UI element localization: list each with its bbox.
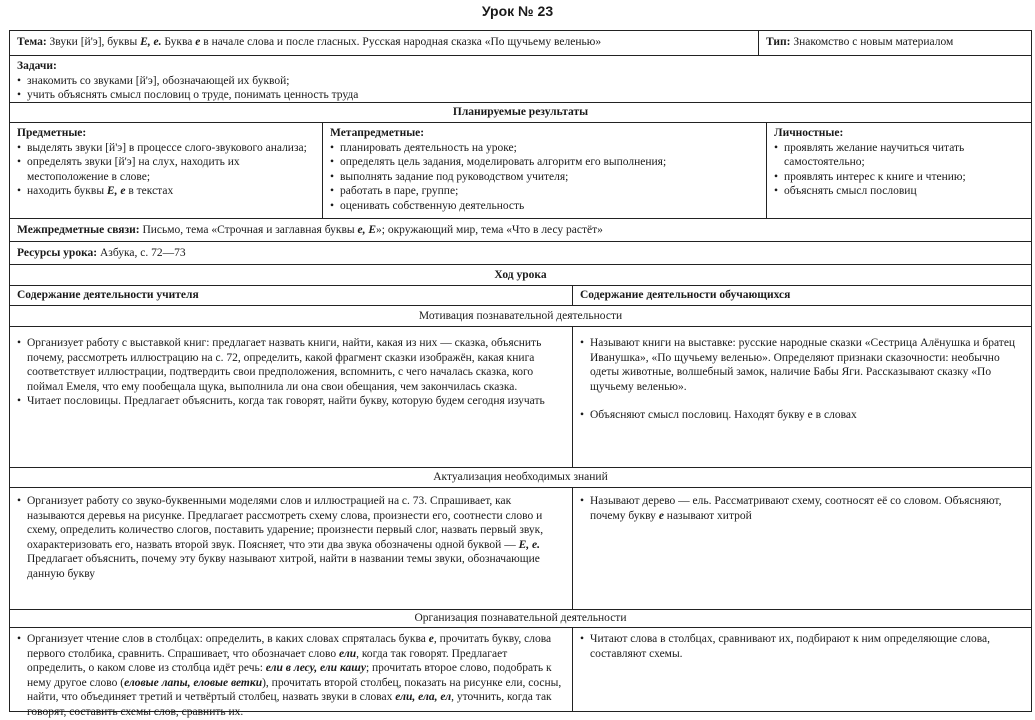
resources-label: Ресурсы урока: [17, 247, 98, 259]
stage-students-cell [573, 488, 1031, 609]
meta-item: • работать в паре, группе; [330, 184, 759, 199]
task-item: • учить объяснять смысл пословиц о труде, понимать ценность труда [17, 88, 1024, 103]
teacher-part: Организует чтение слов в столбцах: определить, в каких словах спряталась буква [27, 633, 429, 645]
columns-header-row [10, 285, 1031, 305]
links-row [10, 218, 1031, 241]
meta-item: • планировать деятельность на уроке; [330, 141, 759, 156]
stage-teacher-cell [10, 628, 572, 718]
teacher-part: ), прочитать второй столбец, показать на рисунке ели, сосны, найти, что объединяет третий и четвёртый столбец, назвать звуки в словах [27, 676, 562, 704]
course-header-row [10, 264, 1031, 285]
teacher-column-header: Содержание деятельности учителя [17, 289, 199, 301]
teacher-part-emph: е [428, 633, 434, 645]
tasks-cell [10, 56, 1031, 102]
lesson-plan-table [9, 30, 1032, 718]
teacher-part-emph: еловые лапы, еловые ветки [124, 676, 263, 689]
meta-item: • выполнять задание под руководством учителя; [330, 170, 759, 185]
meta-item: • определять цель задания, моделировать алгоритм его выполнения; [330, 155, 759, 170]
resources-row [10, 241, 1031, 264]
students-text-b: называют хитрой [663, 509, 752, 522]
teacher-part: , прочитать букву, слова первого столбика, сравнить. Спрашивает, что обозначает слово [27, 633, 552, 660]
personal-item: • проявлять интерес к книге и чтению; [774, 170, 1024, 185]
topic-cell [10, 31, 758, 55]
planned-results-row [10, 122, 1031, 218]
topic-text-middle: Буква [161, 36, 196, 48]
student-activity: • Читают слова в столбцах, сравнивают их, подбирают к ним определяющие слова, составляют схемы. [580, 632, 1024, 661]
student-activity: • Объясняют смысл пословиц. Находят букву е в словах [580, 408, 1024, 423]
lesson-type-cell [759, 31, 1031, 55]
type-label: Тип: [766, 36, 791, 48]
topic-text-before: Звуки [й'э], буквы [46, 36, 141, 48]
teacher-part-emph: ели в лесу, ели кашу [265, 662, 366, 675]
stage-teacher-cell [10, 488, 572, 609]
subject-last-before: находить буквы [27, 185, 107, 198]
stage-teacher-cell [10, 327, 572, 467]
links-label: Межпредметные связи: [17, 224, 140, 236]
stage-body-row [10, 326, 1031, 467]
student-activity: • Называют книги на выставке: русские народные сказки «Сестрица Алёнушка и братец Иванушка», «По щучьему веленью». Определяют признаки сказочности: необычно одеты животные, волшебный замок, наличие Бабы Яги. Рассказывают сказку «По щучьему веленью». [580, 336, 1024, 394]
links-text-before: Письмо, тема «Строчная и заглавная буквы [139, 224, 358, 236]
personal-label: Личностные: [774, 127, 844, 139]
teacher-part-emph: ели, ела, ел [395, 691, 452, 704]
links-letters: е, Е [357, 224, 377, 236]
stage-title: Организация познавательной деятельности [414, 612, 627, 624]
stage-title-row [10, 305, 1031, 326]
teacher-part-emph: ели [339, 647, 357, 660]
stage-students-cell [573, 628, 1031, 711]
meta-results [323, 123, 766, 218]
links-text-after: »; окружающий мир, тема «Что в лесу растёт» [376, 224, 603, 236]
teacher-part: , уточнить, когда так говорят, составить схемы слов, сравнить их. [27, 691, 552, 718]
subject-last-letters: Е, е [106, 185, 126, 198]
students-letter: е [658, 509, 664, 522]
tasks-row [10, 55, 1031, 102]
tasks-label: Задачи: [17, 60, 57, 72]
task-item: • знакомить со звуками [й'э], обозначающей их буквой; [17, 74, 1024, 89]
subject-item: • выделять звуки [й'э] в процессе слого-звукового анализа; [17, 141, 315, 156]
subject-label: Предметные: [17, 127, 87, 139]
stage-title-row [10, 467, 1031, 487]
subject-item: • определять звуки [й'э] на слух, находить их местоположение в слове; [17, 155, 315, 184]
stage-students-cell [573, 327, 1031, 467]
meta-label: Метапредметные: [330, 127, 425, 139]
resources-cell [10, 242, 1031, 264]
teacher-activity: • Читает пословицы. Предлагает объяснить, когда так говорят, найти букву, которую будем сегодня изучать [17, 394, 565, 409]
topic-text-after: в начале слова и после гласных. Русская народная сказка «По щучьему веленью» [200, 36, 602, 48]
students-text-a: Называют дерево — ель. Рассматривают схему, соотносят её со словом. Объясняют, почему букву [590, 495, 1002, 522]
topic-label: Тема: [17, 36, 47, 48]
stage-title: Мотивация познавательной деятельности [418, 310, 623, 322]
teacher-activity [17, 494, 565, 582]
teacher-activity [17, 632, 565, 720]
stage-title: Актуализация необходимых знаний [433, 471, 608, 483]
planned-header-row [10, 102, 1031, 122]
topic-letters: Е, е. [140, 36, 162, 48]
personal-item: • объяснять смысл пословиц [774, 184, 1024, 199]
course-header: Ход урока [494, 269, 547, 281]
teacher-part: ; прочитать второе слово, подобрать к нему другое слово ( [27, 662, 552, 689]
teacher-text-a: Организует работу со звуко-буквенными моделями слов и иллюстрацией на с. 73. Спрашивает, как называются деревья на рисунке. Предлагает рассмотреть схему слова, произнести его, соотнести слово и схему, определить количество слогов, поставить ударение; произнести первый слог, назвать первый звук, охарактеризовать его, назвать второй звук. Поясняет, что эти два звука обозначены одной буквой — [27, 495, 544, 551]
personal-item: • проявлять желание научиться читать самостоятельно; [774, 141, 1024, 170]
stage-body-row [10, 627, 1031, 718]
links-cell [10, 219, 1031, 241]
subject-item [17, 184, 315, 199]
students-column-header: Содержание деятельности обучающихся [580, 289, 791, 301]
stage-body-row [10, 487, 1031, 609]
topic-row [10, 31, 1031, 55]
teacher-activity: • Организует работу с выставкой книг: предлагает назвать книги, найти, какая из них — сказка, объяснить почему, рассмотреть иллюстрацию на с. 72, определить, какой фрагмент сказки изображён, какая книга соответствует иллюстрации, подтвердить свои предположения, вспомнить, с чего началась сказка, кого поймал Емеля, что ему пообещала щука, выполнила ли она свои обещания, чем закончилась сказка. [17, 336, 565, 394]
type-value: Знакомство с новым материалом [790, 36, 954, 48]
teacher-part: , когда так говорят. Предлагает определить, о каком слове из столбца идёт речь: [27, 647, 508, 675]
student-activity [580, 494, 1024, 523]
meta-item: • оценивать собственную деятельность [330, 199, 759, 214]
subject-last-after: в текстах [125, 185, 174, 198]
subject-results [10, 123, 322, 218]
planned-results-header: Планируемые результаты [452, 106, 589, 118]
topic-letter-e: е [195, 36, 201, 48]
stage-title-row [10, 609, 1031, 627]
personal-results [767, 123, 1031, 218]
lesson-title: Урок № 23 [481, 3, 554, 19]
teacher-text-b: Предлагает объяснить, почему эту букву называют хитрой, найти в названии темы звуки, обозначающие данную букву [27, 553, 540, 580]
teacher-letters: Е, е. [518, 538, 540, 551]
resources-text: Азбука, с. 72—73 [97, 247, 186, 259]
